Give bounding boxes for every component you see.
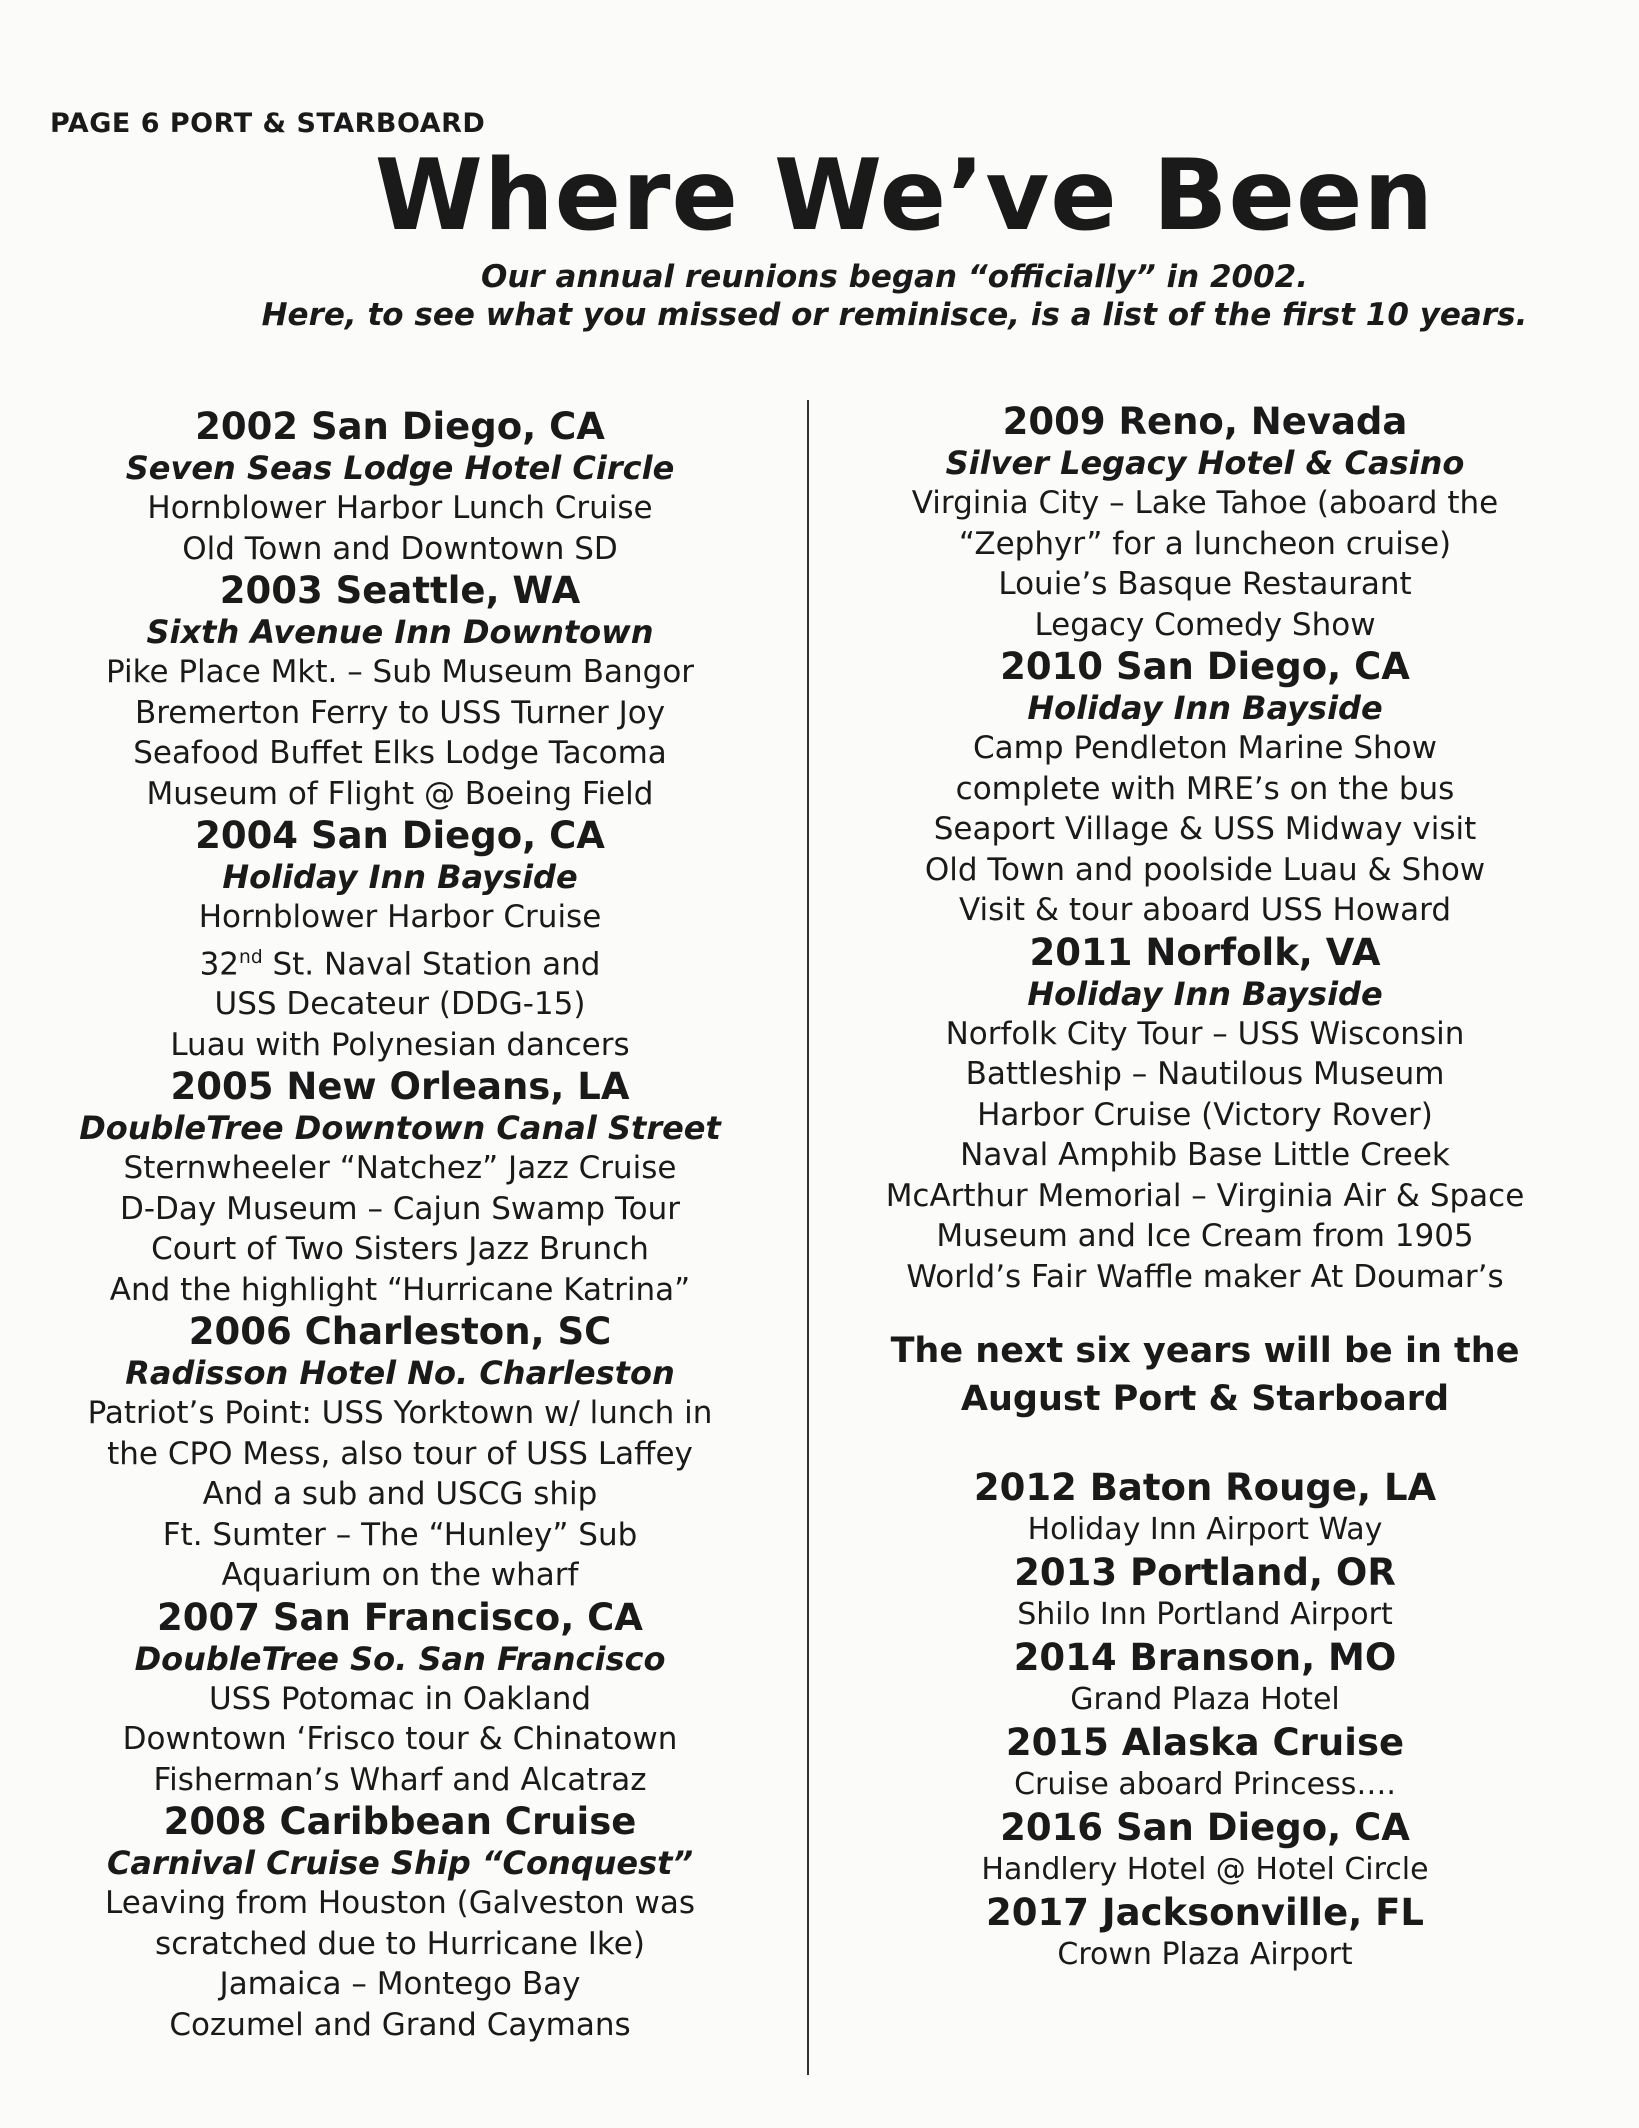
reunion-activity: USS Decateur (DDG-15) [214,986,586,1023]
reunion-activity: Naval Amphib Base Little Creek [960,1137,1450,1173]
reunion-activity: Camp Pendleton Marine Show [973,730,1437,766]
reunion-activity: Battleship – Nautilous Museum [965,1056,1445,1092]
reunion-activity: D-Day Museum – Cajun Swamp Tour [120,1190,680,1227]
reunion-hotel: Holiday Inn Bayside [1027,689,1383,727]
reunion-activity: Patriot’s Point: USS Yorktown w/ lunch in [87,1395,713,1432]
future-entries [840,1465,1570,1975]
reunion-activity: Harbor Cruise (Victory Rover) [977,1096,1433,1133]
reunion-year: 2005 New Orleans, LA [170,1065,630,1109]
next-years-note [840,1327,1570,1423]
reunion-year: 2007 San Francisco, CA [157,1595,643,1639]
reunion-hotel: Holiday Inn Bayside [222,858,578,896]
reunion-activity: Museum and Ice Cream from 1905 [936,1218,1474,1254]
future-reunion-year: 2015 Alaska Cruise [1005,1721,1405,1764]
future-reunion-year: 2012 Baton Rouge, LA [973,1466,1437,1509]
future-reunion-hotel: Handlery Hotel @ Hotel Circle [981,1852,1429,1887]
reunion-hotel: Silver Legacy Hotel & Casino [945,444,1465,482]
reunion-activity: USS Potomac in Oakland [208,1680,592,1717]
page-label: PAGE 6 PORT & STARBOARD [50,108,486,139]
future-reunion-hotel: Holiday Inn Airport Way [1027,1512,1383,1547]
reunion-activity: complete with MRE’s on the bus [955,770,1455,807]
reunion-activity: “Zephyr” for a luncheon cruise) [958,525,1452,562]
reunion-activity: Bremerton Ferry to USS Turner Joy [134,694,666,731]
reunion-activity: Sternwheeler “Natchez” Jazz Cruise [123,1150,677,1187]
future-reunion-entry [840,1890,1570,1975]
reunion-entry [40,814,760,1065]
reunion-year: 2009 Reno, Nevada [1002,400,1408,443]
future-reunion-year: 2013 Portland, OR [1014,1551,1396,1594]
reunion-activity: Norfolk City Tour – USS Wisconsin [945,1015,1465,1052]
reunion-activity: Louie’s Basque Restaurant [998,566,1412,602]
reunion-hotel: Carnival Cruise Ship “Conquest” [106,1844,694,1883]
reunion-activity: Museum of Flight @ Boeing Field [146,775,654,812]
intro-line-2: Here, to see what you missed or reminisce, is a list of the first 10 years. [261,297,1528,333]
reunion-activity: Seaport Village & USS Midway visit [933,811,1477,847]
future-reunion-entry [840,1805,1570,1890]
reunion-activity: Virginia City – Lake Tahoe (aboard the [911,485,1499,521]
reunion-year: 2002 San Diego, CA [195,405,605,448]
reunion-activity: Leaving from Houston (Galveston was [104,1885,696,1922]
reunion-activity: Pike Place Mkt. – Sub Museum Bangor [105,654,695,690]
reunion-activity: McArthur Memorial – Virginia Air & Space [885,1177,1525,1214]
left-column [40,405,760,2045]
reunion-activity: Ft. Sumter – The “Hunley” Sub [162,1516,638,1553]
reunion-activity: Seafood Buffet Elks Lodge Tacoma [133,735,667,771]
future-reunion-entry [840,1465,1570,1550]
reunion-activity: Cozumel and Grand Caymans [169,2006,631,2043]
reunion-activity: Court of Two Sisters Jazz Brunch [151,1231,649,1268]
intro-line-1: Our annual reunions began “officially” in 2002. [480,259,1309,295]
future-reunion-year: 2017 Jacksonville, FL [986,1891,1424,1934]
reunion-hotel: DoubleTree So. San Francisco [134,1639,666,1678]
reunion-activity: Luau with Polynesian dancers [170,1026,630,1063]
reunion-year: 2008 Caribbean Cruise [163,1800,637,1844]
reunion-activity: Old Town and Downtown SD [182,530,618,567]
reunion-activity: Visit & tour aboard USS Howard [958,892,1452,928]
reunion-activity: scratched due to Hurricane Ike) [155,1925,645,1962]
future-reunion-hotel: Grand Plaza Hotel [1070,1682,1340,1717]
column-divider [807,400,809,2075]
reunion-activity: Legacy Comedy Show [1034,606,1376,643]
reunion-activity: 32nd St. Naval Station and [199,945,601,982]
reunion-entry [840,931,1570,1298]
future-reunion-hotel: Cruise aboard Princess…. [1014,1767,1396,1802]
reunion-year: 2011 Norfolk, VA [1029,930,1381,974]
page-title: Where We’ve Been [374,139,1435,253]
reunion-entry [40,569,760,814]
intro [0,258,1639,334]
reunion-entry [40,1596,760,1801]
reunion-year: 2004 San Diego, CA [195,814,605,857]
reunion-activity: World’s Fair Waffle maker At Doumar’s [906,1258,1504,1295]
next-note-line-1: The next six years will be in the [890,1331,1520,1371]
reunion-activity: Old Town and poolside Luau & Show [924,851,1486,888]
reunion-entry [840,645,1570,931]
reunion-activity: And a sub and USCG ship [202,1476,598,1513]
reunion-hotel: Holiday Inn Bayside [1027,974,1383,1013]
reunion-year: 2010 San Diego, CA [1000,645,1410,688]
reunion-entry [840,400,1570,645]
reunion-activity: Aquarium on the wharf [221,1557,579,1594]
reunion-entry [40,1065,760,1310]
right-column [840,400,1570,1975]
future-reunion-year: 2016 San Diego, CA [1000,1806,1410,1849]
reunion-activity: Hornblower Harbor Lunch Cruise [147,490,653,526]
reunion-entry [40,405,760,569]
future-reunion-year: 2014 Branson, MO [1013,1636,1397,1679]
reunion-activity: Hornblower Harbor Cruise [198,899,602,935]
reunion-entry [40,1310,760,1596]
reunion-activity: Jamaica – Montego Bay [219,1966,581,2003]
reunion-activity: Fisherman’s Wharf and Alcatraz [153,1761,647,1798]
future-reunion-entry [840,1550,1570,1635]
future-reunion-entry [840,1635,1570,1720]
reunion-activity: the CPO Mess, also tour of USS Laffey [107,1435,693,1472]
reunion-entry [40,1800,760,2045]
right-entries [840,400,1570,1297]
reunion-activity: And the highlight “Hurricane Katrina” [109,1271,691,1308]
next-note-line-2: August Port & Starboard [960,1379,1450,1419]
reunion-hotel: Sixth Avenue Inn Downtown [146,613,654,651]
reunion-hotel: DoubleTree Downtown Canal Street [79,1109,721,1148]
future-reunion-entry [840,1720,1570,1805]
reunion-year: 2003 Seattle, WA [219,569,581,612]
future-reunion-hotel: Shilo Inn Portland Airport [1017,1597,1393,1632]
reunion-hotel: Radisson Hotel No. Charleston [125,1354,675,1393]
reunion-year: 2006 Charleston, SC [188,1310,612,1354]
reunion-hotel: Seven Seas Lodge Hotel Circle [125,449,675,487]
reunion-activity: Downtown ‘Frisco tour & Chinatown [122,1721,678,1758]
future-reunion-hotel: Crown Plaza Airport [1057,1937,1353,1972]
